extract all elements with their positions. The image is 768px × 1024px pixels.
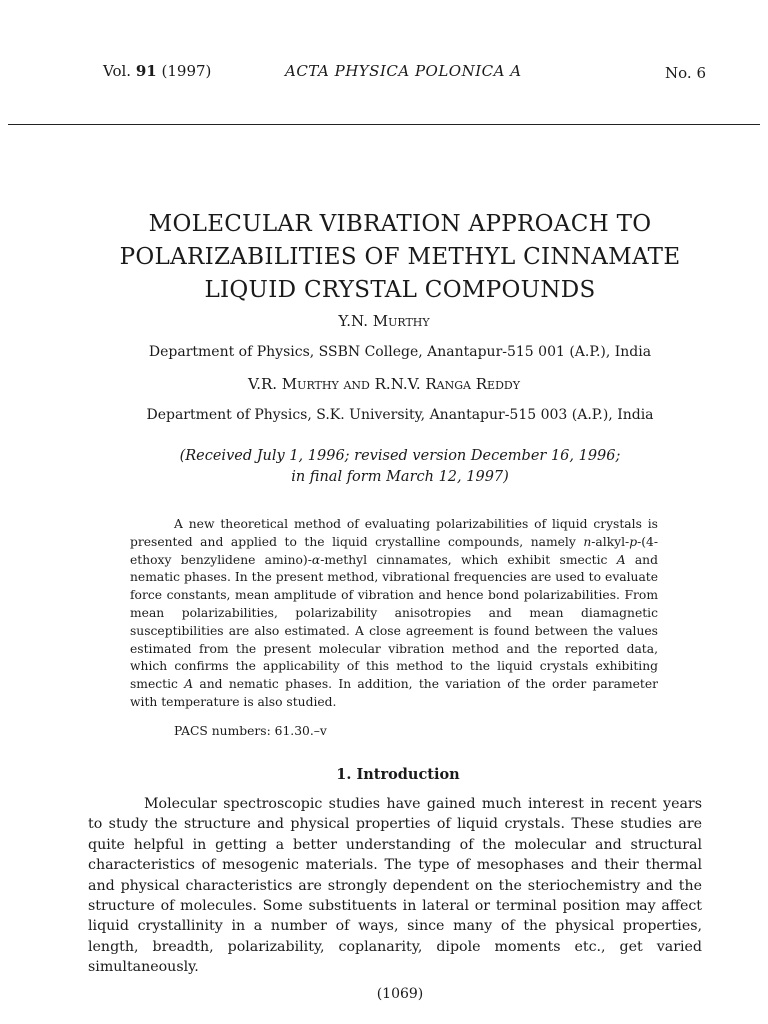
- header-rule: [8, 124, 760, 125]
- issue-number: No. 6: [665, 64, 706, 82]
- title-line: LIQUID CRYSTAL COMPOUNDS: [204, 277, 596, 303]
- volume-number: 91: [135, 62, 157, 80]
- title-line: MOLECULAR VIBRATION APPROACH TO: [148, 211, 652, 237]
- affiliation-1: Department of Physics, SSBN College, Anantapur-515 001 (A.P.), India: [148, 344, 652, 360]
- intro-paragraph: Molecular spectroscopic studies have gained much interest in recent years to study the structure and physical properties of liquid crystals. These studies are quite helpful in getting a better understanding of the molecular and structural characteristics of mesogenic materials. The type of mesophases and their thermal and physical characteristics are strongly dependent on the steriochemistry and the structure of molecules. Some substituents in lateral or terminal position may affect liquid crystallinity in a number of ways, since many of the physical properties, length, breadth, polarizability, coplanarity, dipole moments etc., get varied simultaneously.: [88, 796, 702, 976]
- author-1: Y.N. Murthy: [338, 312, 430, 330]
- paper-title: [90, 208, 710, 307]
- received-dates: [0, 446, 768, 488]
- section-heading: 1. Introduction: [336, 766, 460, 783]
- author-2: V.R. Murthy and R.N.V. Ranga Reddy: [248, 375, 520, 393]
- abstract: A new theoretical method of evaluating polarizabilities of liquid crystals is presented and applied to the liquid crystalline compounds, namely n-alkyl-p-(4-ethoxy benzylidene amino)-α-methyl cinnamates, which exhibit smectic A and nematic phases. In the present method, vibrational frequencies are used to evaluate force constants, mean amplitude of vibration and hence bond polarizabilities. From mean polarizabilities, polarizability anisotropies and mean diamagnetic susceptibilities are also estimated. A close agreement is found between the values estimated from the present molecular vibration method and the reported data, which confirms the applicability of this method to the liquid crystals exhibiting smectic A and nematic phases. In addition, the variation of the order parameter with temperature is also studied.: [130, 517, 659, 709]
- volume-info: [103, 62, 211, 80]
- affiliation-2: Department of Physics, S.K. University, Anantapur-515 003 (A.P.), India: [146, 407, 654, 423]
- received-line-2: in final form March 12, 1997): [291, 469, 509, 485]
- title-line: POLARIZABILITIES OF METHYL CINNAMATE: [119, 244, 681, 270]
- pacs-numbers: PACS numbers: 61.30.–v: [174, 724, 327, 738]
- page-number: (1069): [376, 986, 424, 1002]
- volume-prefix: Vol.: [103, 62, 132, 80]
- running-header: [0, 62, 768, 86]
- volume-year: (1997): [161, 62, 212, 80]
- received-line-1: (Received July 1, 1996; revised version December 16, 1996;: [179, 448, 621, 464]
- journal-name: ACTA PHYSICA POLONICA A: [285, 62, 522, 80]
